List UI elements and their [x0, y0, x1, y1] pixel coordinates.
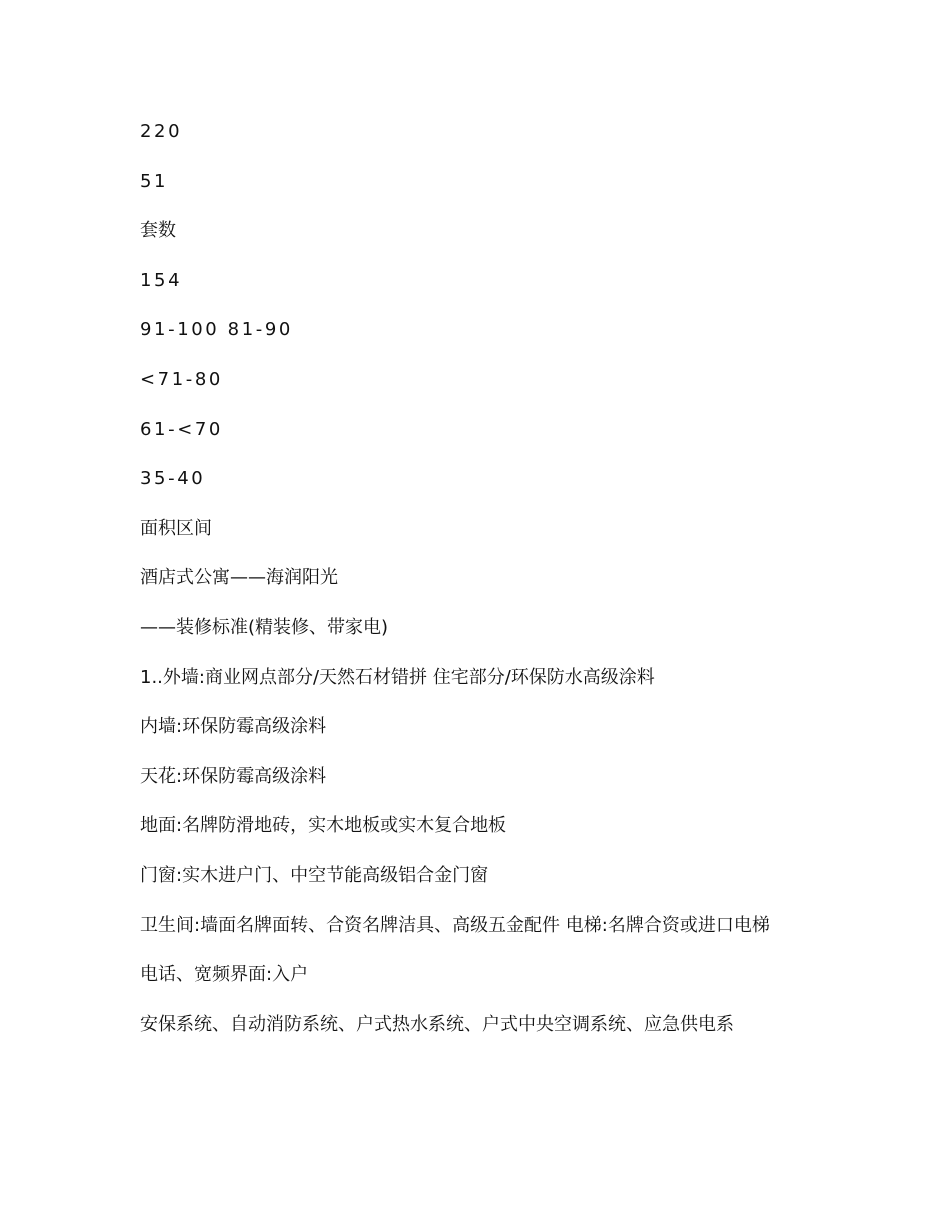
label-area-range: 面积区间: [140, 517, 212, 539]
area-range-35-40: 35-40: [140, 468, 206, 490]
value-154: 154: [140, 269, 183, 291]
section-heading-decoration-standard: ——装修标准(精装修、带家电): [140, 616, 389, 638]
label-unit-count: 套数: [140, 220, 176, 242]
item-doors-windows: 门窗:实木进户门、中空节能高级铝合金门窗: [140, 864, 489, 886]
item-floor: 地面:名牌防滑地砖，实木地板或实木复合地板: [140, 815, 507, 837]
section-heading-apartment: 酒店式公寓——海润阳光: [140, 567, 338, 589]
item-phone-broadband: 电话、宽频界面:入户: [140, 964, 309, 986]
value-220: 220: [140, 121, 183, 142]
item-systems: 安保系统、自动消防系统、户式热水系统、户式中央空调系统、应急供电系: [140, 1013, 734, 1035]
area-range-61-lt70: 61-<70: [140, 418, 223, 440]
area-range-91-100-81-90: 91-100 81-90: [140, 319, 293, 341]
item-bathroom-elevator: 卫生间:墙面名牌面转、合资名牌洁具、高级五金配件 电梯:名牌合资或进口电梯: [140, 914, 770, 936]
item-ceiling: 天花:环保防霉高级涂料: [140, 765, 327, 787]
area-range-lt71-80: <71-80: [140, 368, 223, 390]
item-interior-wall: 内墙:环保防霉高级涂料: [140, 716, 327, 738]
value-51: 51: [140, 170, 169, 192]
item-exterior-wall: 1..外墙:商业网点部分/天然石材错拼 住宅部分/环保防水高级涂料: [140, 666, 655, 688]
document-body: [140, 118, 820, 1060]
